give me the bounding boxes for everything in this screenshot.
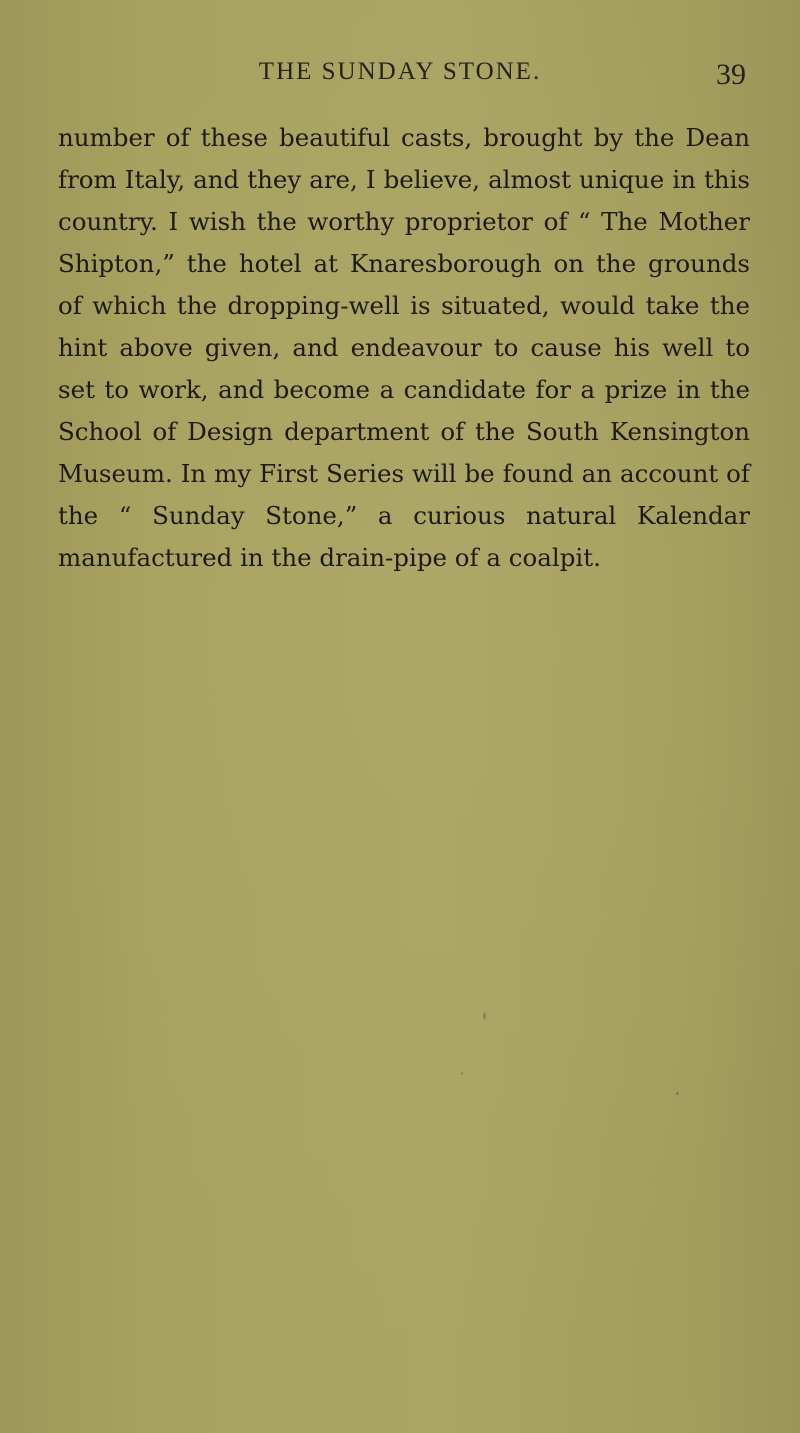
- paper-speck: [483, 1013, 486, 1019]
- page-number: 39: [716, 58, 746, 91]
- running-head: [0, 58, 800, 94]
- paper-speck: [461, 1072, 463, 1075]
- body-paragraph: number of these beautiful casts, brought by the Dean from Italy, and they are, I believe, almost unique in this country. I wish the worthy proprietor of “ The Mother Shipton,” the hotel at Knaresborough on the grounds of which the dropping-well is situated, would take the hint above given, and endeavour to cause his well to set to work, and become a candidate for a prize in the School of Design department of the South Kensington Museum. In my First Series will be found an account of the “ Sunday Stone,” a curious natural Kalendar manufactured in the drain-pipe of a coalpit.: [58, 123, 750, 572]
- running-head-title: THE SUNDAY STONE.: [258, 58, 542, 85]
- paper-speck: [676, 1092, 679, 1095]
